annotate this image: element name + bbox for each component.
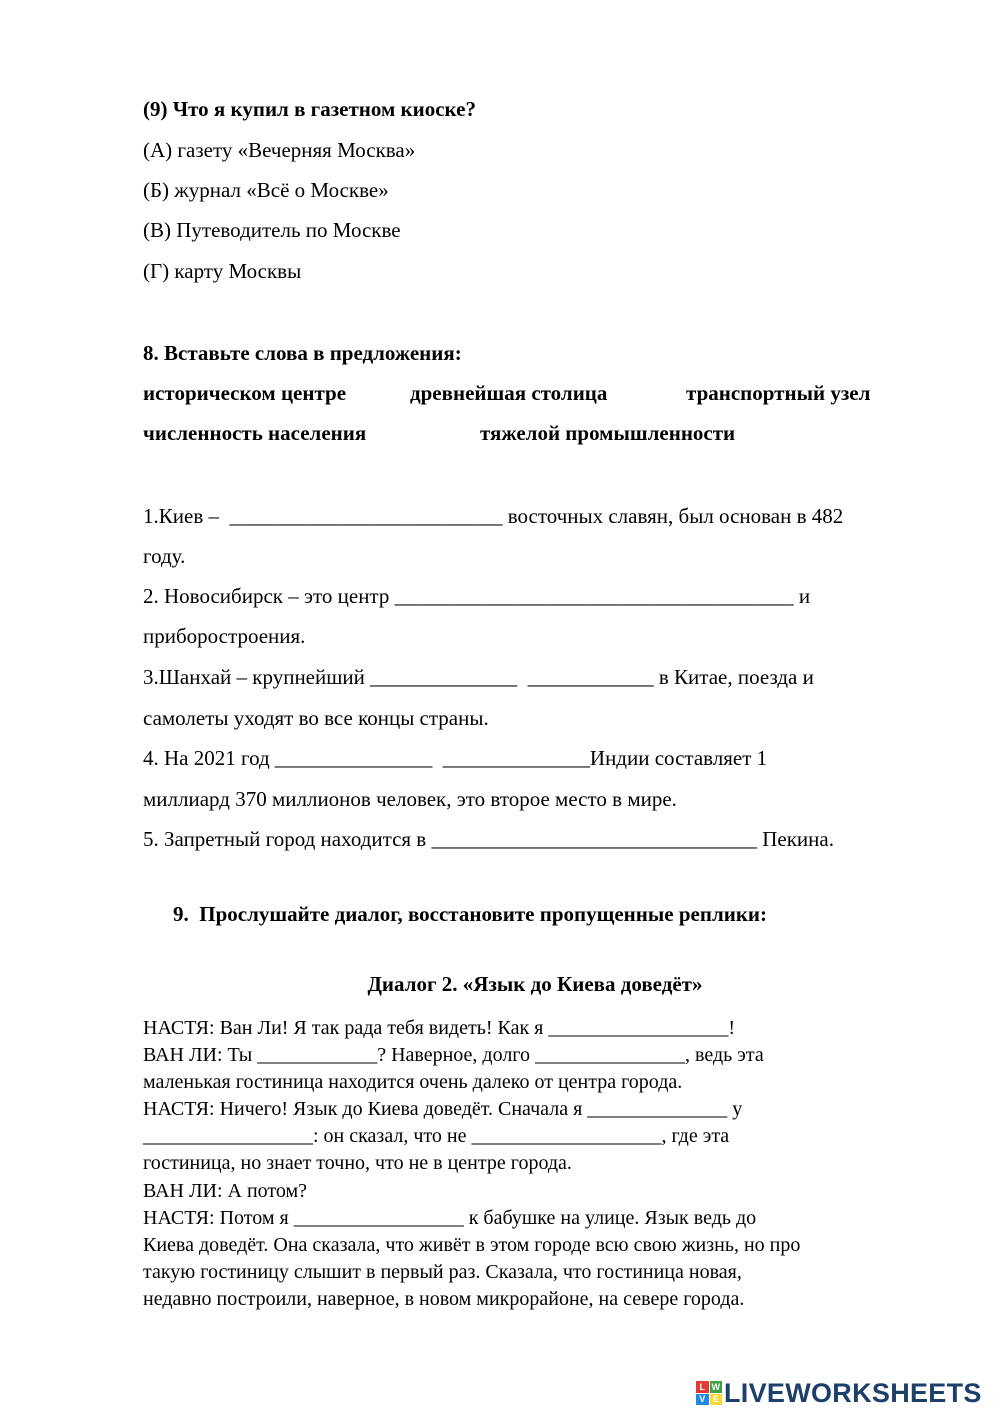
sentence-line: 4. На 2021 год _______________ ______________Индии составляет 1 xyxy=(143,746,768,770)
question-9-option-d: (Г) карту Москвы xyxy=(143,259,302,283)
logo-letter: W xyxy=(711,1381,720,1392)
dialog-line: НАСТЯ: Потом я _________________ к бабушке на улице. Язык ведь до xyxy=(143,1207,757,1229)
logo-letter: E xyxy=(710,1394,723,1406)
logo-letter: L xyxy=(696,1381,709,1393)
question-9-option-a: (А) газету «Вечерняя Москва» xyxy=(143,138,416,162)
dialog-line: такую гостиницу слышит в первый раз. Сказала, что гостиница новая, xyxy=(143,1261,742,1283)
dialog-line: маленькая гостиница находится очень далеко от центра города. xyxy=(143,1071,683,1093)
question-9-option-b: (Б) журнал «Всё о Москве» xyxy=(143,178,389,202)
task-9-title: 9. Прослушайте диалог, восстановите пропущенные реплики: xyxy=(173,902,768,926)
sentence-line: 1.Киев – __________________________ восточных славян, был основан в 482 xyxy=(143,504,844,528)
task-8-title: 8. Вставьте слова в предложения: xyxy=(143,341,462,365)
dialog-line: НАСТЯ: Ван Ли! Я так рада тебя видеть! Как я __________________! xyxy=(143,1017,736,1039)
word-bank-item: древнейшая столица xyxy=(410,381,608,405)
sentence-line: 5. Запретный город находится в _______________________________ Пекина. xyxy=(143,827,834,851)
sentence-line: самолеты уходят во все концы страны. xyxy=(143,706,489,730)
brand-name: LIVEWORKSHEETS xyxy=(724,1377,982,1408)
liveworksheets-logo xyxy=(696,1377,982,1408)
word-bank-item: численность населения xyxy=(143,421,367,445)
dialog-line: Киева доведёт. Она сказала, что живёт в этом городе всю свою жизнь, но про xyxy=(143,1234,801,1256)
dialog-line: НАСТЯ: Ничего! Язык до Киева доведёт. Сначала я ______________ у xyxy=(143,1098,743,1120)
logo-letter: V xyxy=(696,1394,709,1406)
dialog-line: ВАН ЛИ: А потом? xyxy=(143,1180,308,1202)
word-bank-item: тяжелой промышленности xyxy=(480,421,736,445)
question-9-option-c: (В) Путеводитель по Москве xyxy=(143,218,401,242)
sentence-line: 2. Новосибирск – это центр ______________________________________ и xyxy=(143,584,811,608)
word-bank-item: транспортный узел xyxy=(686,381,871,405)
word-bank-item: историческом центре xyxy=(143,381,347,405)
dialog-line: недавно построили, наверное, в новом микрорайоне, на севере города. xyxy=(143,1288,745,1310)
sentence-line: году. xyxy=(143,544,186,568)
dialog-line: гостиница, но знает точно, что не в центре города. xyxy=(143,1152,572,1174)
sentence-line: 3.Шанхай – крупнейший ______________ ____________ в Китае, поезда и xyxy=(143,665,814,689)
dialog-line: _________________: он сказал, что не ___________________, где эта xyxy=(143,1125,730,1147)
logo-mark-icon xyxy=(696,1381,722,1405)
sentence-line: приборостроения. xyxy=(143,624,306,648)
dialog-line: ВАН ЛИ: Ты ____________? Наверное, долго _______________, ведь эта xyxy=(143,1044,764,1066)
question-9-title: (9) Что я купил в газетном киоске? xyxy=(143,97,476,121)
dialog-title: Диалог 2. «Язык до Киева доведёт» xyxy=(367,972,703,996)
sentence-line: миллиард 370 миллионов человек, это второе место в мире. xyxy=(143,787,677,811)
